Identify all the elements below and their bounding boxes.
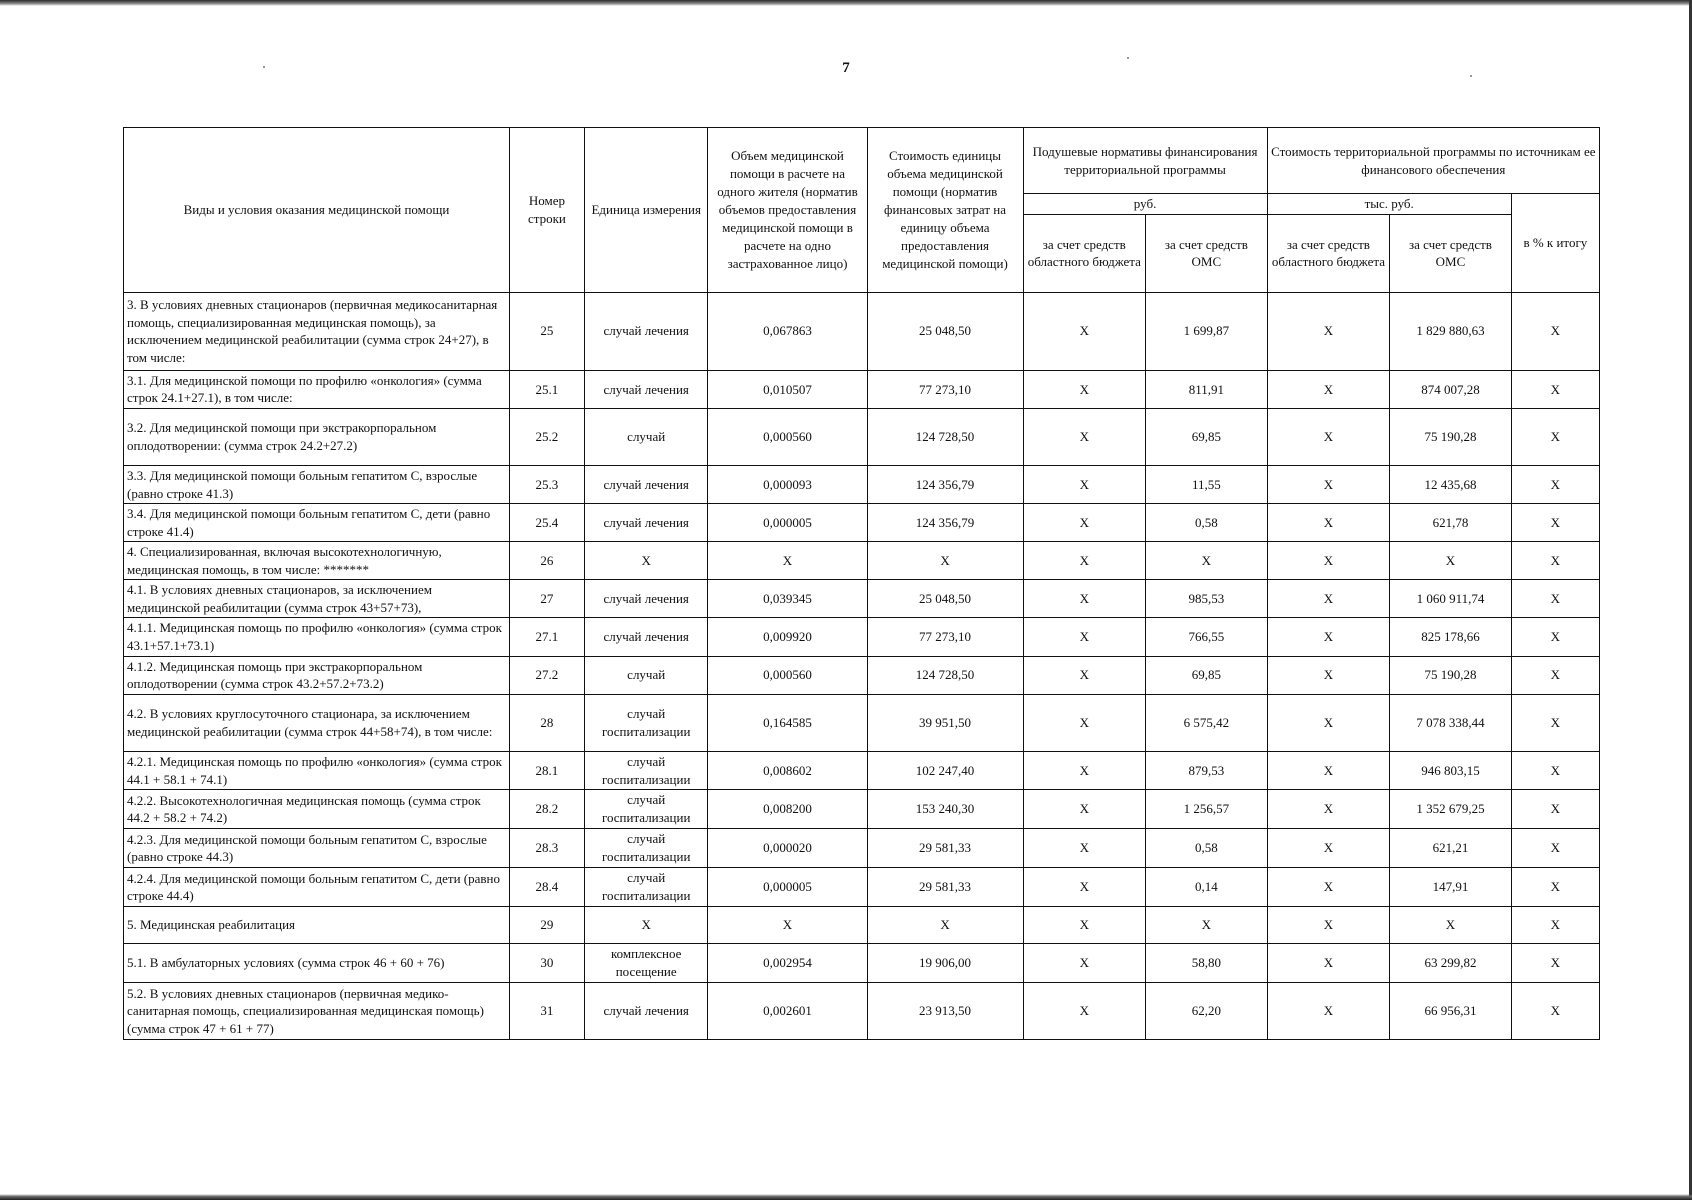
- row-program-oms: 75 190,28: [1390, 656, 1512, 694]
- row-program-budget: X: [1267, 542, 1390, 580]
- table-row: [124, 618, 1600, 656]
- row-unit: случай лечения: [584, 504, 708, 542]
- row-number: 28.1: [509, 751, 584, 790]
- row-cost: 77 273,10: [867, 370, 1023, 408]
- row-per-capita-budget: X: [1023, 790, 1146, 829]
- row-volume: 0,008602: [708, 751, 867, 790]
- row-program-budget: X: [1267, 944, 1390, 983]
- row-per-capita-oms: X: [1146, 542, 1268, 580]
- row-program-oms: 147,91: [1390, 868, 1512, 907]
- row-volume: 0,000020: [708, 829, 867, 868]
- row-per-capita-budget: X: [1023, 292, 1146, 370]
- row-cost: 25 048,50: [867, 580, 1023, 618]
- row-program-oms: 825 178,66: [1390, 618, 1512, 656]
- row-per-capita-oms: 879,53: [1146, 751, 1268, 790]
- row-name: 5.1. В амбулаторных условиях (сумма строк 46 + 60 + 76): [124, 944, 510, 983]
- row-per-capita-budget: X: [1023, 542, 1146, 580]
- row-percent: X: [1511, 944, 1599, 983]
- row-cost: 102 247,40: [867, 751, 1023, 790]
- row-program-budget: X: [1267, 907, 1390, 944]
- row-name: 4. Специализированная, включая высокотехнологичную, медицинская помощь, в том числе: *******: [124, 542, 510, 580]
- scan-edge-bottom: [0, 1194, 1692, 1200]
- table-row: [124, 370, 1600, 408]
- table-row: [124, 982, 1600, 1039]
- row-cost: 124 356,79: [867, 466, 1023, 504]
- row-unit: случай лечения: [584, 466, 708, 504]
- header-kind: Виды и условия оказания медицинской помощи: [124, 128, 510, 293]
- row-unit: комплексное посещение: [584, 944, 708, 983]
- table-header: [124, 128, 1600, 293]
- row-volume: 0,008200: [708, 790, 867, 829]
- row-program-budget: X: [1267, 868, 1390, 907]
- row-per-capita-oms: 6 575,42: [1146, 694, 1268, 751]
- header-rub: руб.: [1023, 194, 1267, 215]
- row-unit: случай госпитализации: [584, 694, 708, 751]
- row-percent: X: [1511, 868, 1599, 907]
- row-cost: 19 906,00: [867, 944, 1023, 983]
- row-unit: случай лечения: [584, 618, 708, 656]
- row-per-capita-oms: 1 699,87: [1146, 292, 1268, 370]
- row-name: 4.2.4. Для медицинской помощи больным гепатитом С, дети (равно строке 44.4): [124, 868, 510, 907]
- row-name: 3.3. Для медицинской помощи больным гепатитом С, взрослые (равно строке 41.3): [124, 466, 510, 504]
- row-percent: X: [1511, 580, 1599, 618]
- row-per-capita-budget: X: [1023, 580, 1146, 618]
- row-program-oms: X: [1390, 907, 1512, 944]
- row-program-oms: 75 190,28: [1390, 409, 1512, 466]
- row-percent: X: [1511, 907, 1599, 944]
- row-number: 25.4: [509, 504, 584, 542]
- row-per-capita-oms: 766,55: [1146, 618, 1268, 656]
- row-percent: X: [1511, 656, 1599, 694]
- row-per-capita-budget: X: [1023, 618, 1146, 656]
- header-pc-budget: за счет средств областного бюджета: [1023, 214, 1146, 292]
- header-pc-oms: за счет средств ОМС: [1146, 214, 1268, 292]
- row-program-oms: 946 803,15: [1390, 751, 1512, 790]
- row-cost: X: [867, 907, 1023, 944]
- row-cost: 153 240,30: [867, 790, 1023, 829]
- row-name: 4.2.1. Медицинская помощь по профилю «онкология» (сумма строк 44.1 + 58.1 + 74.1): [124, 751, 510, 790]
- row-program-oms: 7 078 338,44: [1390, 694, 1512, 751]
- row-per-capita-oms: 69,85: [1146, 656, 1268, 694]
- row-unit: случай лечения: [584, 292, 708, 370]
- row-per-capita-oms: 62,20: [1146, 982, 1268, 1039]
- row-per-capita-oms: 11,55: [1146, 466, 1268, 504]
- row-number: 25: [509, 292, 584, 370]
- row-number: 25.2: [509, 409, 584, 466]
- row-percent: X: [1511, 982, 1599, 1039]
- row-unit: случай: [584, 409, 708, 466]
- header-unit: Единица измерения: [584, 128, 708, 293]
- row-per-capita-budget: X: [1023, 944, 1146, 983]
- row-percent: X: [1511, 370, 1599, 408]
- row-program-budget: X: [1267, 790, 1390, 829]
- table-row: [124, 907, 1600, 944]
- row-cost: 77 273,10: [867, 618, 1023, 656]
- row-program-oms: 63 299,82: [1390, 944, 1512, 983]
- row-name: 5.2. В условиях дневных стационаров (первичная медико-санитарная помощь, специализированная медицинская помощь) (сумма строк 47 + 61 + 77): [124, 982, 510, 1039]
- row-per-capita-oms: 1 256,57: [1146, 790, 1268, 829]
- row-name: 4.1. В условиях дневных стационаров, за исключением медицинской реабилитации (сумма строк 43+57+73),: [124, 580, 510, 618]
- scan-speck: [1127, 57, 1129, 59]
- table-row: [124, 504, 1600, 542]
- row-program-budget: X: [1267, 292, 1390, 370]
- row-unit: случай лечения: [584, 580, 708, 618]
- row-per-capita-budget: X: [1023, 694, 1146, 751]
- row-percent: X: [1511, 409, 1599, 466]
- table-row: [124, 751, 1600, 790]
- row-number: 27: [509, 580, 584, 618]
- header-tp-oms: за счет средств ОМС: [1390, 214, 1512, 292]
- row-per-capita-budget: X: [1023, 868, 1146, 907]
- row-cost: 29 581,33: [867, 868, 1023, 907]
- row-number: 26: [509, 542, 584, 580]
- row-percent: X: [1511, 466, 1599, 504]
- row-program-budget: X: [1267, 694, 1390, 751]
- table-row: [124, 694, 1600, 751]
- row-per-capita-budget: X: [1023, 751, 1146, 790]
- row-cost: 25 048,50: [867, 292, 1023, 370]
- header-program-cost: Стоимость территориальной программы по источникам ее финансового обеспечения: [1267, 128, 1599, 194]
- header-row-no: Номер строки: [509, 128, 584, 293]
- row-percent: X: [1511, 694, 1599, 751]
- row-unit: случай лечения: [584, 982, 708, 1039]
- row-program-budget: X: [1267, 466, 1390, 504]
- row-program-oms: 621,78: [1390, 504, 1512, 542]
- row-program-oms: 874 007,28: [1390, 370, 1512, 408]
- row-percent: X: [1511, 292, 1599, 370]
- row-percent: X: [1511, 542, 1599, 580]
- row-per-capita-budget: X: [1023, 370, 1146, 408]
- row-program-budget: X: [1267, 504, 1390, 542]
- row-per-capita-budget: X: [1023, 907, 1146, 944]
- row-volume: 0,039345: [708, 580, 867, 618]
- row-cost: 124 728,50: [867, 409, 1023, 466]
- row-volume: 0,000093: [708, 466, 867, 504]
- row-number: 28.3: [509, 829, 584, 868]
- table-row: [124, 829, 1600, 868]
- row-number: 31: [509, 982, 584, 1039]
- row-per-capita-oms: X: [1146, 907, 1268, 944]
- row-unit: случай госпитализации: [584, 829, 708, 868]
- row-program-budget: X: [1267, 656, 1390, 694]
- row-percent: X: [1511, 751, 1599, 790]
- row-per-capita-oms: 58,80: [1146, 944, 1268, 983]
- row-cost: X: [867, 542, 1023, 580]
- row-per-capita-oms: 0,58: [1146, 829, 1268, 868]
- row-program-oms: 66 956,31: [1390, 982, 1512, 1039]
- row-name: 3.4. Для медицинской помощи больным гепатитом С, дети (равно строке 41.4): [124, 504, 510, 542]
- row-per-capita-oms: 985,53: [1146, 580, 1268, 618]
- row-cost: 23 913,50: [867, 982, 1023, 1039]
- page-number: 7: [842, 60, 850, 76]
- row-name: 3.1. Для медицинской помощи по профилю «онкология» (сумма строк 24.1+27.1), в том числе:: [124, 370, 510, 408]
- row-cost: 39 951,50: [867, 694, 1023, 751]
- row-name: 4.1.1. Медицинская помощь по профилю «онкология» (сумма строк 43.1+57.1+73.1): [124, 618, 510, 656]
- row-volume: 0,000005: [708, 868, 867, 907]
- row-program-oms: 12 435,68: [1390, 466, 1512, 504]
- row-volume: 0,067863: [708, 292, 867, 370]
- header-per-capita: Подушевые нормативы финансирования территориальной программы: [1023, 128, 1267, 194]
- row-percent: X: [1511, 618, 1599, 656]
- row-number: 25.1: [509, 370, 584, 408]
- row-program-oms: 1 829 880,63: [1390, 292, 1512, 370]
- row-volume: 0,002601: [708, 982, 867, 1039]
- header-volume: Объем медицинской помощи в расчете на одного жителя (норматив объемов предоставления медицинской помощи в расчете на одно застрахованное лицо): [708, 128, 867, 293]
- row-per-capita-budget: X: [1023, 656, 1146, 694]
- row-number: 30: [509, 944, 584, 983]
- row-volume: 0,164585: [708, 694, 867, 751]
- scan-edge-top: [0, 0, 1692, 6]
- table-row: [124, 656, 1600, 694]
- medical-care-table: [123, 127, 1600, 1040]
- row-number: 28.4: [509, 868, 584, 907]
- row-per-capita-budget: X: [1023, 982, 1146, 1039]
- row-percent: X: [1511, 504, 1599, 542]
- row-unit: случай: [584, 656, 708, 694]
- row-program-oms: 1 060 911,74: [1390, 580, 1512, 618]
- header-tp-budget: за счет средств областного бюджета: [1267, 214, 1390, 292]
- row-name: 5. Медицинская реабилитация: [124, 907, 510, 944]
- row-name: 4.1.2. Медицинская помощь при экстракорпоральном оплодотворении (сумма строк 43.2+57.2+73.2): [124, 656, 510, 694]
- row-program-oms: 1 352 679,25: [1390, 790, 1512, 829]
- row-name: 4.2. В условиях круглосуточного стационара, за исключением медицинской реабилитации (сумма строк 44+58+74), в том числе:: [124, 694, 510, 751]
- row-program-budget: X: [1267, 370, 1390, 408]
- row-volume: 0,002954: [708, 944, 867, 983]
- row-number: 28: [509, 694, 584, 751]
- row-per-capita-budget: X: [1023, 409, 1146, 466]
- row-number: 29: [509, 907, 584, 944]
- row-unit: случай госпитализации: [584, 751, 708, 790]
- row-program-budget: X: [1267, 409, 1390, 466]
- row-number: 25.3: [509, 466, 584, 504]
- row-percent: X: [1511, 829, 1599, 868]
- row-volume: 0,000560: [708, 656, 867, 694]
- row-name: 4.2.3. Для медицинской помощи больным гепатитом С, взрослые (равно строке 44.3): [124, 829, 510, 868]
- table-row: [124, 466, 1600, 504]
- row-per-capita-budget: X: [1023, 504, 1146, 542]
- row-number: 28.2: [509, 790, 584, 829]
- row-unit: X: [584, 907, 708, 944]
- row-name: 4.2.2. Высокотехнологичная медицинская помощь (сумма строк 44.2 + 58.2 + 74.2): [124, 790, 510, 829]
- row-program-budget: X: [1267, 580, 1390, 618]
- row-volume: X: [708, 907, 867, 944]
- row-program-oms: 621,21: [1390, 829, 1512, 868]
- row-percent: X: [1511, 790, 1599, 829]
- table-body: [124, 292, 1600, 1039]
- row-number: 27.1: [509, 618, 584, 656]
- row-per-capita-oms: 0,58: [1146, 504, 1268, 542]
- row-volume: 0,000560: [708, 409, 867, 466]
- row-number: 27.2: [509, 656, 584, 694]
- row-unit: случай госпитализации: [584, 868, 708, 907]
- header-thousand-rub: тыс. руб.: [1267, 194, 1511, 215]
- row-program-budget: X: [1267, 751, 1390, 790]
- table-row: [124, 409, 1600, 466]
- header-percent: в % к итогу: [1511, 194, 1599, 293]
- row-per-capita-budget: X: [1023, 466, 1146, 504]
- row-per-capita-oms: 69,85: [1146, 409, 1268, 466]
- row-name: 3.2. Для медицинской помощи при экстракорпоральном оплодотворении: (сумма строк 24.2+27.2): [124, 409, 510, 466]
- table-row: [124, 868, 1600, 907]
- row-cost: 124 728,50: [867, 656, 1023, 694]
- row-program-budget: X: [1267, 829, 1390, 868]
- row-program-budget: X: [1267, 982, 1390, 1039]
- table-row: [124, 542, 1600, 580]
- row-volume: X: [708, 542, 867, 580]
- table-row: [124, 790, 1600, 829]
- row-volume: 0,000005: [708, 504, 867, 542]
- row-volume: 0,010507: [708, 370, 867, 408]
- row-unit: X: [584, 542, 708, 580]
- header-cost: Стоимость единицы объема медицинской помощи (норматив финансовых затрат на единицу объема предоставления медицинской помощи): [867, 128, 1023, 293]
- row-per-capita-oms: 0,14: [1146, 868, 1268, 907]
- row-name: 3. В условиях дневных стационаров (первичная медикосанитарная помощь, специализированная медицинская помощь), за исключением медицинской реабилитации (сумма строк 24+27), в том числе:: [124, 292, 510, 370]
- row-program-oms: X: [1390, 542, 1512, 580]
- row-unit: случай лечения: [584, 370, 708, 408]
- row-cost: 124 356,79: [867, 504, 1023, 542]
- table-row: [124, 292, 1600, 370]
- row-cost: 29 581,33: [867, 829, 1023, 868]
- table-row: [124, 580, 1600, 618]
- row-per-capita-budget: X: [1023, 829, 1146, 868]
- row-program-budget: X: [1267, 618, 1390, 656]
- row-volume: 0,009920: [708, 618, 867, 656]
- table-row: [124, 944, 1600, 983]
- row-per-capita-oms: 811,91: [1146, 370, 1268, 408]
- row-unit: случай госпитализации: [584, 790, 708, 829]
